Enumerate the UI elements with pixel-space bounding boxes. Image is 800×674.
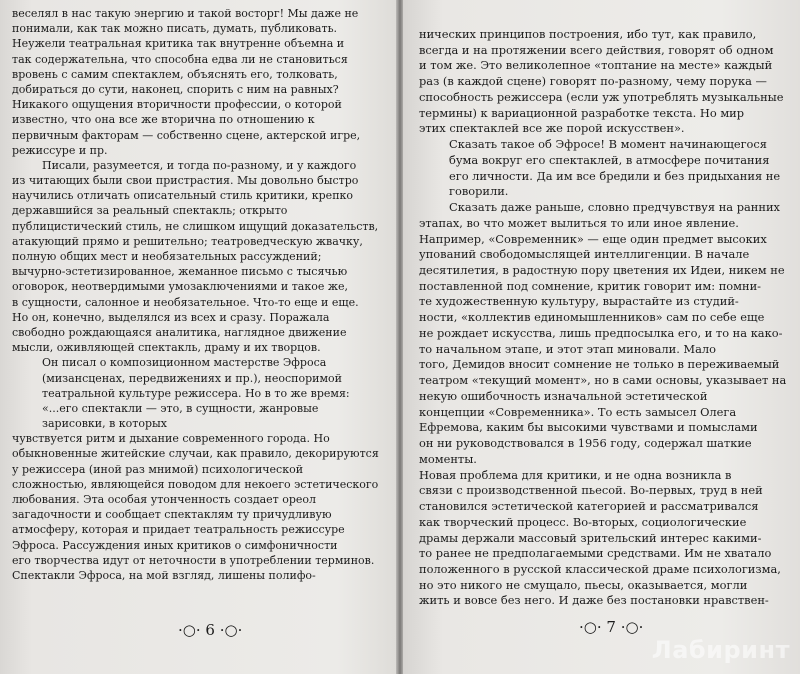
text-line: не рождает искусства, лишь предпосылка его, и то на како-	[419, 325, 783, 340]
text-line: способность режиссера (если уж употреблять музыкальные термины) к вариационной разработке текста. Но мир	[419, 89, 784, 120]
text-line: так содержательна, что способна едва ли не становиться	[12, 52, 348, 66]
text-line: Например, «Современник» — еще один предмет высоких	[419, 231, 767, 246]
text-line: нических принципов построения, ибо тут, как правило,	[419, 27, 757, 41]
text-line: становился эстетической категорией и рассматривался	[419, 499, 759, 514]
text-line: как творческий процесс. Во-вторых, социологические	[419, 514, 747, 529]
text-line: Но он, конечно, выделялся из всех и сразу. Поражала свободно рождающаяся аналитика, наглядное движение	[12, 310, 347, 339]
text-line: Никакого ощущения вторичности профессии, о которой	[12, 98, 342, 112]
text-line: Ефремова, каким бы высокими чувствами и помыслами	[419, 420, 758, 435]
watermark-logo: Лабиринт	[651, 636, 790, 664]
text-line: известно, что она все же вторична по отношению к первичным факторам — собственно сцене, актерской игре,	[12, 113, 361, 142]
text-line: атакующий прямо и решительно; театроведческую жвачку, полную общих мест и необязательных рассуждений;	[12, 234, 363, 263]
text-line: того, Демидов вносит сомнение не только в переживаемый театром «текущий момент», но в сами основы, указывает на некую ошибочность изначальной эстетической	[419, 357, 787, 403]
text-line: режиссуре и пр.	[12, 143, 108, 157]
text-line: научились отличать описательный стиль критики, крепко державшийся за реальный спектакль; открыто публицистический стиль, не слишком ищущий доказательств,	[12, 189, 379, 233]
text-line: добираться до сути, наконец, спорить с ним на равных?	[12, 82, 339, 96]
text-line: в сущности, салонное и необязательное. Что-то еще и еще.	[12, 295, 359, 309]
text-line: из читающих были свои пристрастия. Мы довольно быстро	[12, 174, 359, 188]
text-line: моменты.	[419, 451, 477, 466]
text-line: упований свободомыслящей интеллигенции. В начале десятилетия, в радостную пору цветения их Идеи, никем не	[419, 247, 785, 278]
text-line: Неужели театральная критика так внутренне объемна и	[12, 37, 345, 51]
text-line: вровень с самим спектаклем, объяснять его, толковать,	[12, 67, 338, 81]
text-line: то ранее не предполагаемыми средствами. Им не хватало	[419, 546, 772, 561]
text-line: поставленной под сомнение, критик говорит им: помни-	[419, 278, 762, 293]
text-line: обыкновенные житейские случаи, как правило, декорируются у режиссера (иной раз мнимой) психологической	[12, 447, 379, 476]
text-line: и том же. Это великолепное «топтание на месте» каждый	[419, 58, 773, 73]
page-number-right: ·○· 7 ·○·	[579, 618, 644, 636]
left-page-text	[12, 6, 384, 583]
text-line: сложностью, являющейся поводом для некоего эстетического любования. Эта особая утонченность создает ореол загадочности и сообщает спектаклям ту причудливую	[12, 477, 379, 522]
right-page	[403, 0, 800, 674]
text-line: ности, «коллектив единомышленников» сам по себе еще	[419, 310, 765, 325]
page-number-left: ·○· 6 ·○·	[178, 621, 243, 639]
text-line: всегда и на протяжении всего действия, говорят об одном	[419, 42, 774, 57]
right-page-text	[419, 27, 792, 609]
left-page	[0, 0, 397, 674]
text-line: понимали, как так можно писать, думать, публиковать.	[12, 22, 338, 36]
text-line: его творчества идут от неточности в употреблении терминов. Спектакли Эфроса, на мой взгляд, лишены полифо-	[12, 553, 375, 582]
text-line: Писали, разумеется, и тогда по-разному, и у каждого	[42, 158, 357, 172]
text-line: веселял в нас такую энергию и такой восторг! Мы даже не	[12, 7, 359, 20]
text-line: раз (в каждой сцене) говорят по-разному, чему порука —	[419, 74, 767, 89]
text-line: те художественную культуру, вырастайте из студий-	[419, 294, 739, 309]
text-line: вычурно-эстетизированное, жеманное письмо с тысячью	[12, 265, 348, 279]
text-line: чувствуется ритм и дыхание современного города. Но	[12, 432, 330, 446]
text-line: атмосферу, которая и придает театральность режиссуре	[12, 523, 345, 537]
text-line: этапах, во что может вылиться то или иное явление.	[419, 215, 739, 230]
page-number: 6	[205, 621, 215, 639]
text-line: этих спектаклей все же порой искусствен».	[419, 121, 685, 136]
text-line: Он писал о композиционном мастерстве Эфроса (мизансценах, передвижениях и пр.), неоспоримой театральной культуре режиссера. Но в то же время: «...его спектакли — это, в сущности, жанровые зарисовки, в которых	[42, 356, 350, 431]
text-line: связи с производственной пьесой. Во-первых, труд в ней	[419, 483, 763, 498]
text-line: оговорок, неотвердимыми умозаключениями и такое же,	[12, 280, 348, 294]
text-line: Эфроса. Рассуждения иных критиков о симфоничности	[12, 538, 338, 552]
text-line: Сказать такое об Эфросе! В момент начинающегося бума вокруг его спектаклей, в атмосфере почитания его личности. Да им все бредили и без придыхания не говорили.	[449, 137, 781, 199]
text-line: положенного в русской классической драме психологизма, но это никого не смущало, пьесы, оказывается, могли	[419, 561, 781, 592]
text-line: он ни руководствовался в 1956 году, содержал шаткие	[419, 436, 752, 451]
text-line: мысли, оживляющей спектакль, драму и их творцов.	[12, 341, 321, 355]
text-line: то начальном этапе, и этот этап миновали. Мало	[419, 341, 716, 356]
text-line: драмы держали массовый зрительский интерес какими-	[419, 530, 762, 545]
text-line: Сказать даже раньше, словно предчувствуя на ранних	[449, 200, 780, 215]
text-line: жить и вовсе без него. И даже без постановки нравствен-	[419, 593, 769, 608]
text-line: концепции «Современника». То есть замысел Олега	[419, 404, 737, 419]
text-line: Новая проблема для критики, и не одна возникла в	[419, 467, 732, 482]
page-number: 7	[606, 618, 616, 636]
